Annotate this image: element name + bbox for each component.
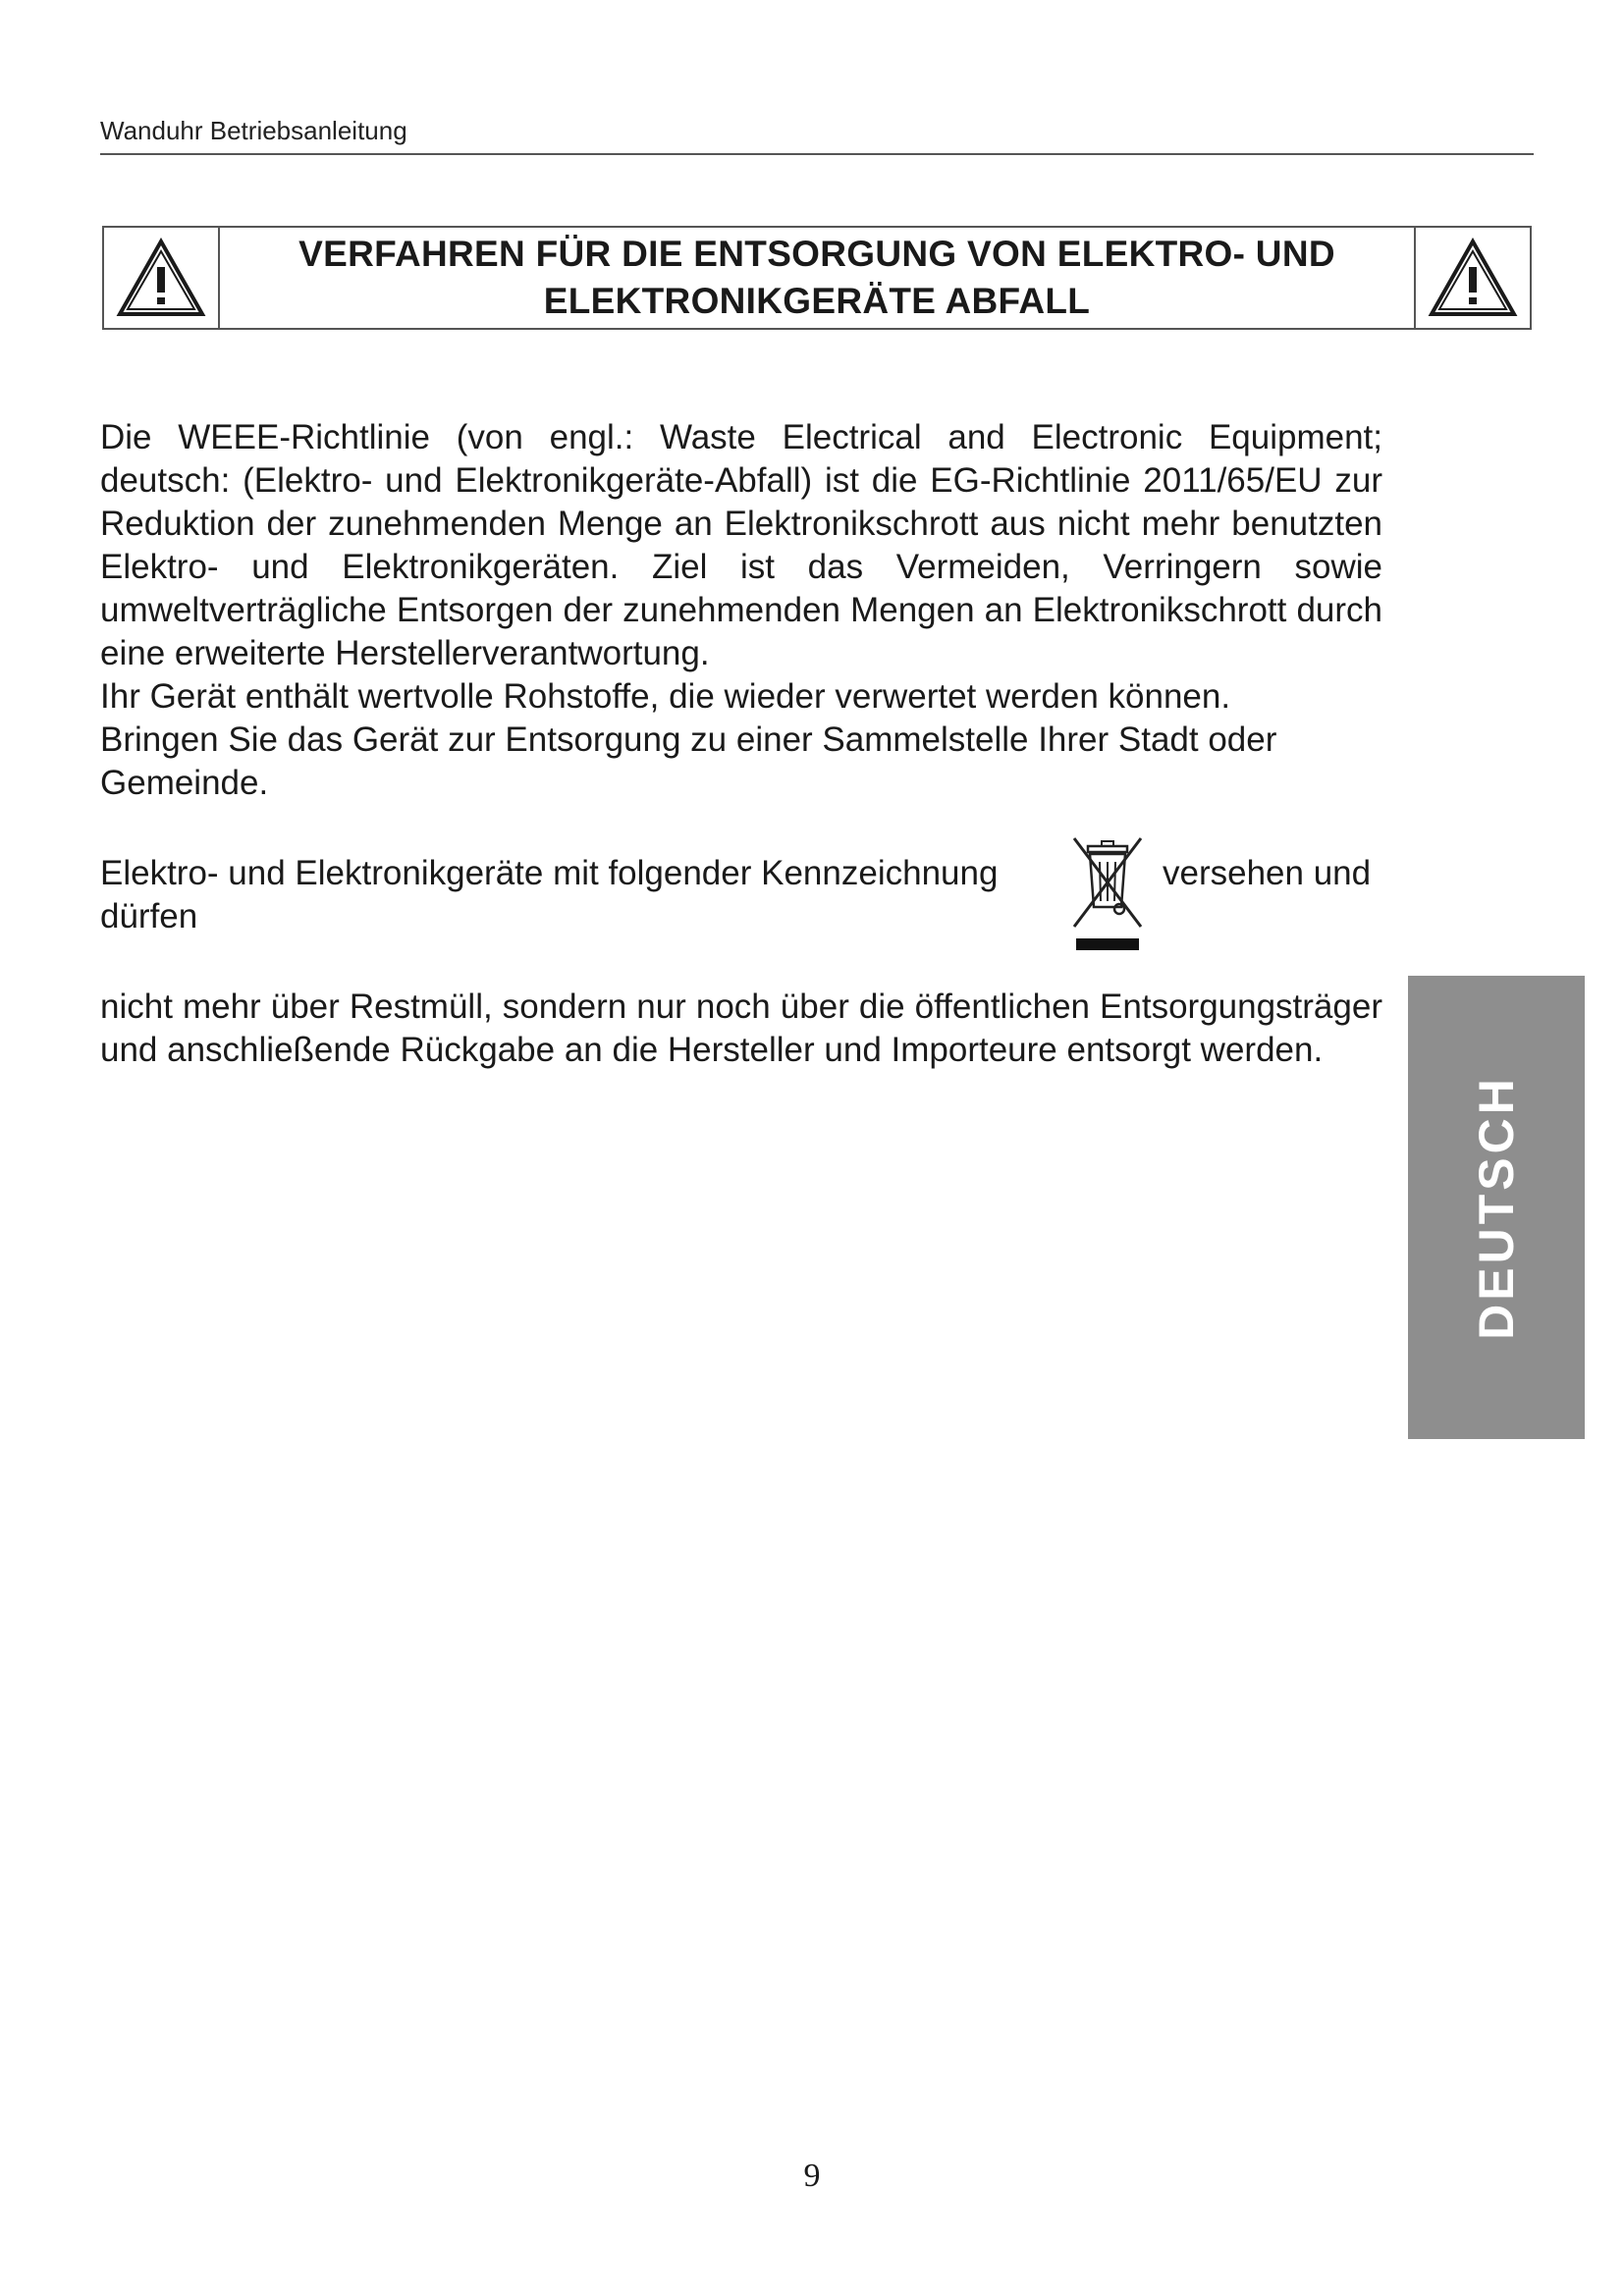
- page-number: 9: [803, 2158, 821, 2194]
- title-line-1: VERFAHREN FÜR DIE ENTSORGUNG VON ELEKTRO- UND: [298, 234, 1335, 274]
- language-side-tab: [1408, 976, 1585, 1439]
- section-title-box: [102, 226, 1532, 330]
- language-tab-label: DEUTSCH: [1469, 1075, 1524, 1340]
- weee-text-right: versehen und: [1163, 854, 1372, 892]
- weee-marking-row: [100, 832, 1382, 970]
- weee-text-left: [100, 852, 998, 938]
- warning-triangle-icon: [116, 238, 206, 318]
- disposal-paragraph: [100, 986, 1382, 1072]
- warning-triangle-icon: [1428, 238, 1518, 318]
- title-line-2: ELEKTRONIKGERÄTE ABFALL: [543, 281, 1091, 321]
- paragraph-disposal-rules: nicht mehr über Restmüll, sondern nur noch über die öffentlichen Entsorgungsträger und anschließende Rückgabe an die Hersteller und Importeure entsorgt werden.: [100, 988, 1382, 1069]
- intro-paragraphs: [100, 416, 1382, 805]
- weee-text-line-1: Elektro- und Elektronikgeräte mit folgender Kennzeichnung: [100, 854, 999, 892]
- warning-cell-right: [1414, 228, 1530, 328]
- warning-cell-left: [104, 228, 220, 328]
- weee-text-line-2: dürfen: [100, 897, 198, 935]
- running-header: Wanduhr Betriebsanleitung: [100, 116, 407, 145]
- header-divider: [100, 153, 1534, 155]
- crossed-out-wheelie-bin-icon: [1060, 832, 1155, 958]
- section-title: [220, 228, 1414, 328]
- paragraph-weee-directive: Die WEEE-Richtlinie (von engl.: Waste Electrical and Electronic Equipment; deutsch: (Elektro- und Elektronikgeräte-Abfall) ist die EG-Richtlinie 2011/65/EU zur Reduktion der zunehmenden Menge an Elektronikschrott aus nicht mehr benutzten Elektro- und Elektronikgeräten. Ziel ist das Vermeiden, Verringern sowie umweltverträgliche Entsorgen der zunehmenden Mengen an Elektronikschrott durch eine erweiterte Herstellerverantwortung.: [100, 418, 1382, 672]
- paragraph-collection-point: Bringen Sie das Gerät zur Entsorgung zu einer Sammelstelle Ihrer Stadt oder Gemeinde.: [100, 721, 1277, 802]
- paragraph-raw-materials: Ihr Gerät enthält wertvolle Rohstoffe, die wieder verwertet werden können.: [100, 677, 1231, 716]
